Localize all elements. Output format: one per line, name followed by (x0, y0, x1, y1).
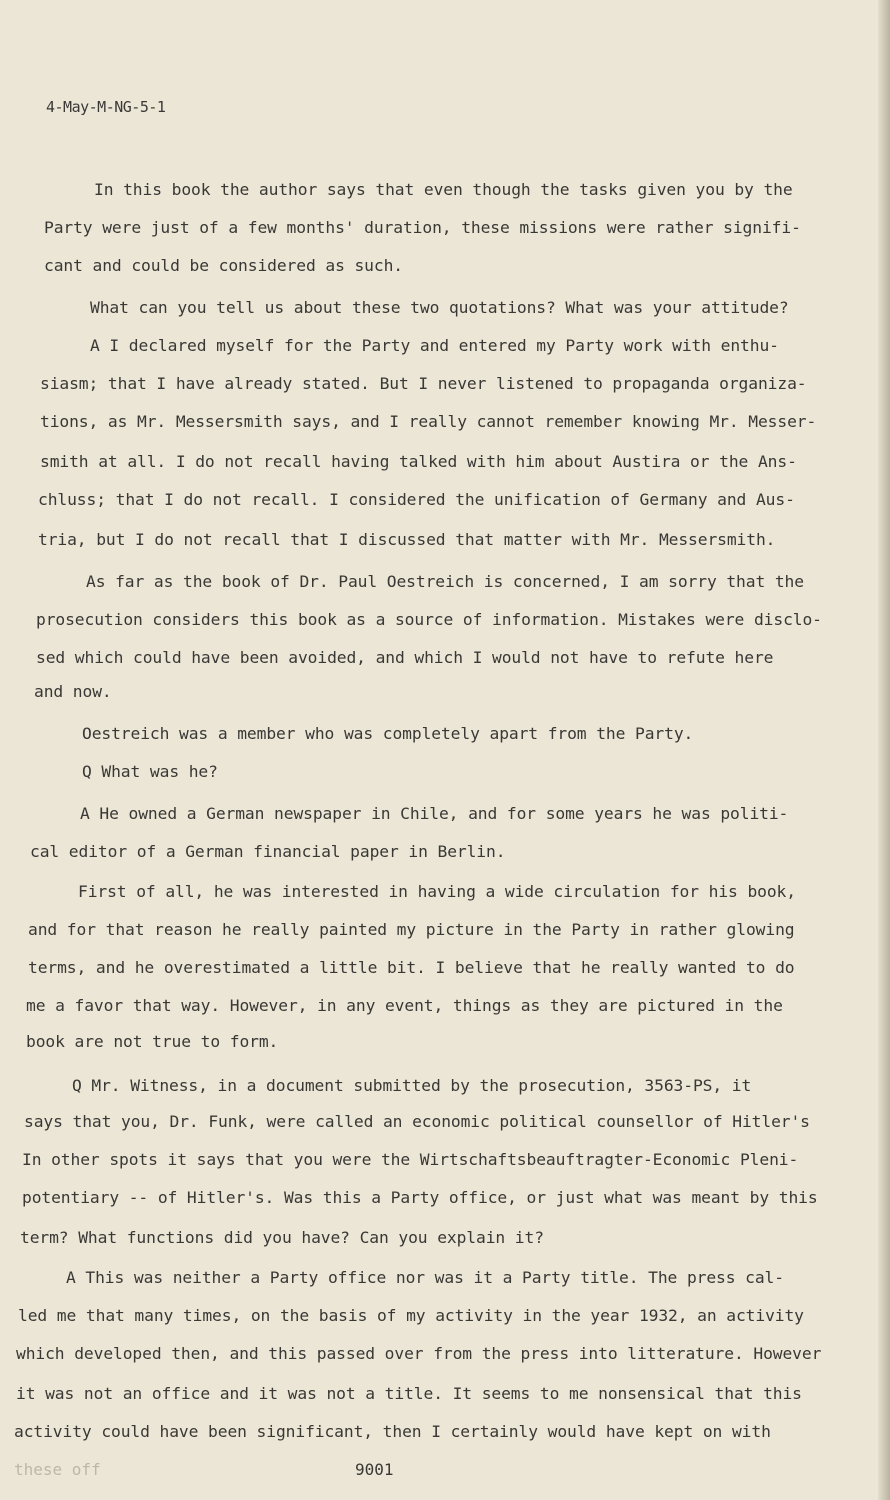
text-line: it was not an office and it was not a title. It seems to me nonsensical that this (16, 1384, 802, 1403)
text-line: A He owned a German newspaper in Chile, and for some years he was politi- (80, 804, 789, 823)
text-line: prosecution considers this book as a source of information. Mistakes were disclo- (36, 610, 822, 629)
text-line: In this book the author says that even though the tasks given you by the (94, 180, 793, 199)
text-line: book are not true to form. (26, 1032, 279, 1051)
text-line: In other spots it says that you were the Wirtschaftsbeauftragter-Economic Pleni- (22, 1150, 799, 1169)
page-edge-shadow (878, 0, 890, 1500)
text-line: cal editor of a German financial paper in Berlin. (30, 842, 506, 861)
faded-continuation-text: these off (14, 1460, 101, 1479)
text-line: A I declared myself for the Party and entered my Party work with enthu- (90, 336, 779, 355)
text-line: smith at all. I do not recall having talked with him about Austira or the Ans- (40, 452, 797, 471)
text-line: terms, and he overestimated a little bit. I believe that he really wanted to do (28, 958, 795, 977)
text-line: potentiary -- of Hitler's. Was this a Party office, or just what was meant by this (22, 1188, 818, 1207)
text-line: me a favor that way. However, in any event, things as they are pictured in the (26, 996, 783, 1015)
text-line: Q Mr. Witness, in a document submitted by the prosecution, 3563-PS, it (72, 1076, 752, 1095)
text-line: says that you, Dr. Funk, were called an economic political counsellor of Hitler's (24, 1112, 810, 1131)
text-line: cant and could be considered as such. (44, 256, 403, 275)
text-line: siasm; that I have already stated. But I never listened to propaganda organiza- (40, 374, 807, 393)
text-line: activity could have been significant, then I certainly would have kept on with (14, 1422, 771, 1441)
text-line: and for that reason he really painted my picture in the Party in rather glowing (28, 920, 795, 939)
text-line: chluss; that I do not recall. I considered the unification of Germany and Aus- (38, 490, 795, 509)
text-line: As far as the book of Dr. Paul Oestreich is concerned, I am sorry that the (86, 572, 804, 591)
text-line: First of all, he was interested in having a wide circulation for his book, (78, 882, 796, 901)
text-line: term? What functions did you have? Can you explain it? (20, 1228, 544, 1247)
text-line: tria, but I do not recall that I discussed that matter with Mr. Messersmith. (38, 530, 776, 549)
text-line: A This was neither a Party office nor was it a Party title. The press cal- (66, 1268, 784, 1287)
document-reference: 4-May-M-NG-5-1 (46, 98, 166, 116)
text-line: led me that many times, on the basis of my activity in the year 1932, an activity (18, 1306, 804, 1325)
text-line: Oestreich was a member who was completely apart from the Party. (82, 724, 694, 743)
page-number: 9001 (355, 1460, 394, 1479)
text-line: What can you tell us about these two quotations? What was your attitude? (90, 298, 789, 317)
text-line: and now. (34, 682, 112, 701)
text-line: which developed then, and this passed over from the press into litterature. However (16, 1344, 822, 1363)
text-line: sed which could have been avoided, and which I would not have to refute here (36, 648, 774, 667)
text-line: tions, as Mr. Messersmith says, and I really cannot remember knowing Mr. Messer- (40, 412, 817, 431)
text-line: Party were just of a few months' duration, these missions were rather signifi- (44, 218, 801, 237)
text-line: Q What was he? (82, 762, 218, 781)
